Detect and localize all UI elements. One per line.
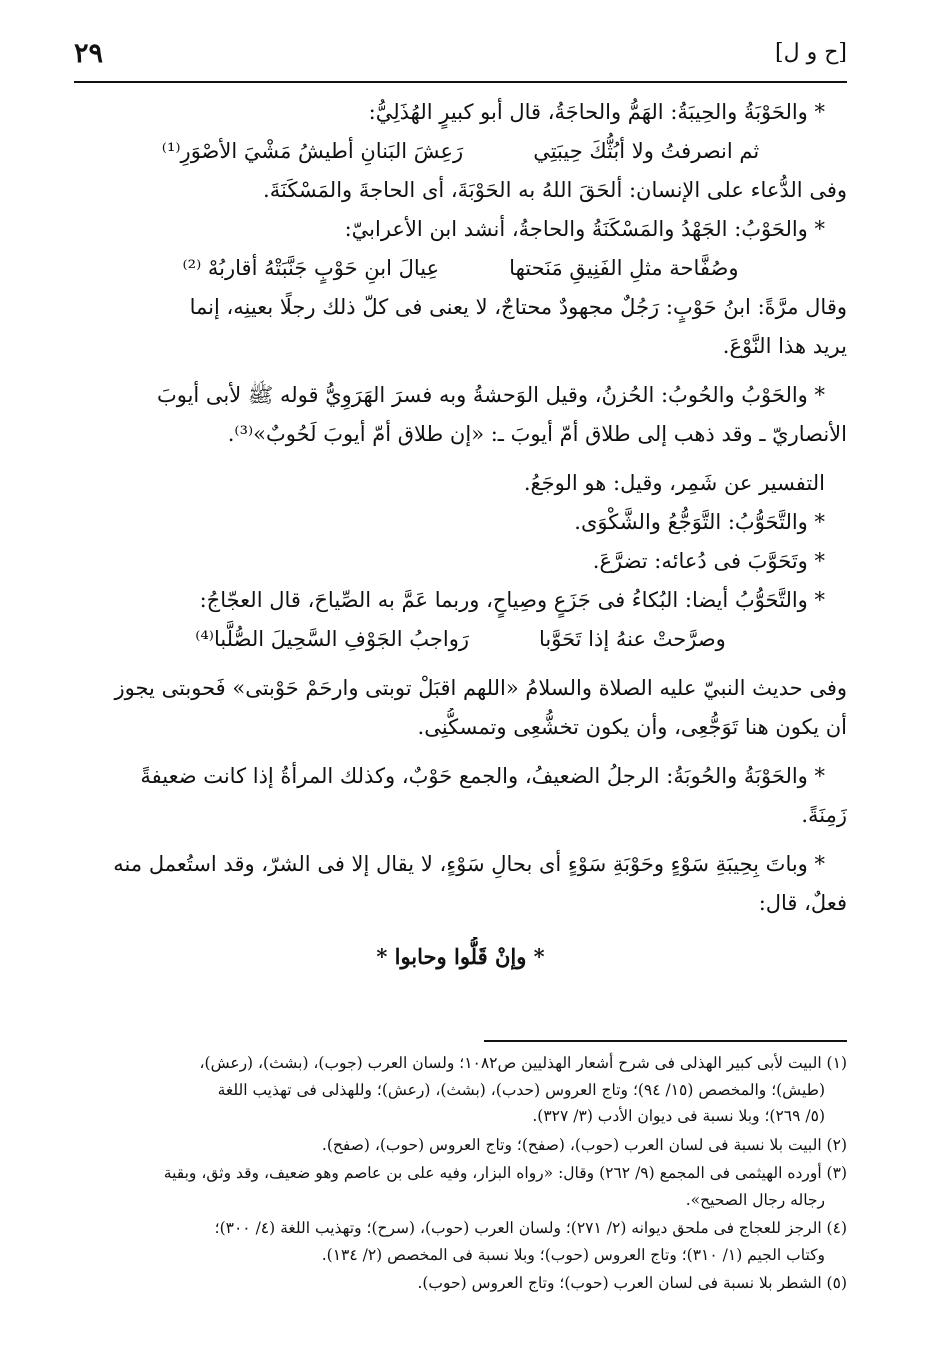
footnote-line: (طيش)؛ والمخصص (١٥/ ٩٤)؛ وتاج العروس (حدب)، (بشث)، (رعش)؛ وللهذلى فى تهذيب اللغة <box>217 1080 825 1099</box>
text-line: الأنصاريّ ـ وقد ذهب إلى طلاق أمّ أيوبَ ـ: «إن طلاق أمّ أيوبَ لَحُوبٌ»⁽³⁾. <box>227 422 847 446</box>
verse-hemistich-left: رَعِشَ البَنانِ أطيشُ مَشْيَ الأصْوَرِ⁽¹⁾ <box>161 139 464 163</box>
verse-hemistich-left: عِيالَ ابنِ حَوْبٍ جَنَّبَتْهُ أقاربُهْ ⁽²⁾ <box>182 256 440 280</box>
verse-line <box>74 249 847 288</box>
entry-line: * والحَوْبُ والحُوبُ: الحُزنُ، وقيل الوَحشةُ وبه فسرَ الهَرَوِيُّ قوله ﷺ لأبى أيوبَ <box>156 383 825 407</box>
page-number: ٢٩ <box>74 38 104 69</box>
entry-line: * والتَّحَوُّبُ: التَّوَجُّعُ والشَّكْوَى. <box>574 510 825 534</box>
text-line: زَمِنَةً. <box>801 803 847 827</box>
verse-line <box>74 132 847 171</box>
root-letters-heading: [ح و ل] <box>775 40 847 65</box>
footnote-line: (٥) الشطر بلا نسبة فى لسان العرب (حوب)؛ وتاج العروس (حوب). <box>417 1274 847 1292</box>
footnote-line: (١) البيت لأبى كبير الهذلى فى شرح أشعار الهذليين ص١٠٨٢؛ ولسان العرب (جوب)، (بشث)، (رعش)، <box>199 1054 847 1072</box>
entry-line: * وتَحَوَّبَ فى دُعائه: تضرَّعَ. <box>592 549 825 573</box>
page-header <box>74 38 847 78</box>
entry-line: * والحَوْبُ: الجَهْدُ والمَسْكَنَةُ والحاجةُ، أنشد ابن الأعرابيّ: <box>344 217 825 241</box>
entry-line: * والتَّحَوُّبُ أيضا: البُكاءُ فى جَزَعٍ وصِياحٍ، وربما عَمَّ به الصِّياحَ، قال العجّاجُ: <box>199 588 825 612</box>
verse-hemistich-right: وصرَّحتْ عنهُ إذا تَحَوَّبا <box>538 627 726 651</box>
verse-hemistich-left: رَواجبُ الجَوْفِ السَّحِيلَ الصُّلَّبا⁽⁴⁾ <box>195 627 469 651</box>
text-line: وقال مرَّةً: ابنُ حَوْبٍ: رَجُلٌ مجهودٌ محتاجٌ، لا يعنى فى كلّ ذلك رجلًا بعينِه، إنما <box>189 295 847 319</box>
footnote-line: رجاله رجال الصحيح». <box>685 1190 825 1209</box>
text-line: التفسير عن شَمِر، وقيل: هو الوجَعُ. <box>523 471 825 495</box>
text-line: وفى حديث النبيّ عليه الصلاة والسلامُ «اللهم اقبَلْ توبتى وارحَمْ حَوْبتى» فَحوبتى يجوز <box>114 676 847 700</box>
footnote-line: وكتاب الجيم (١/ ٣١٠)؛ وتاج العروس (حوب)؛ وبلا نسبة فى المخصص (٢/ ١٣٤). <box>321 1245 825 1264</box>
entry-line: * والحَوْبَةُ والحُوبَةُ: الرجلُ الضعيفُ، والجمع حَوْبٌ، وكذلك المرأةُ إذا كانت ضعيفةً <box>140 764 825 788</box>
text-line: وفى الدُّعاء على الإنسان: ألحَقَ اللهُ به الحَوْبَةَ، أى الحاجةَ والمَسْكَنَةَ. <box>263 178 847 202</box>
entry-line: * وباتَ بِحِيبَةِ سَوْءٍ وحَوْبَةِ سَوْءٍ أى بحالِ سَوْءٍ، لا يقال إلا فى الشرّ، وقد استُعمل منه <box>113 852 825 876</box>
footnote-line: (٥/ ٢٦٩)؛ وبلا نسبة فى ديوان الأدب (٣/ ٣٢٧). <box>532 1107 825 1125</box>
verse-hemistich-right: ثم انصرفتُ ولا أبُثُّكَ حِيبَتِي <box>533 139 760 163</box>
verse-fragment: * وإنْ قَلُّوا وحابوا * <box>376 944 545 969</box>
text-line: أن يكون هنا تَوَجُّعِى، وأن يكون تخشُّعِى وتمسكُّنِى. <box>417 715 847 739</box>
entry-line: * والحَوْبَةُ والحِيبَةُ: الهَمُّ والحاجَةُ، قال أبو كبيرٍ الهُذَلِيُّ: <box>368 100 825 124</box>
footnote-line: (٢) البيت بلا نسبة فى لسان العرب (حوب)، (صفح)؛ وتاج العروس (حوب)، (صفح). <box>321 1135 847 1154</box>
verse-line <box>74 620 847 659</box>
main-text <box>74 93 847 976</box>
text-line: يريد هذا النَّوْعَ. <box>722 334 847 358</box>
header-rule <box>74 81 847 83</box>
footnote-rule <box>484 1040 847 1042</box>
footnote-line: (٤) الرجز للعجاج فى ملحق ديوانه (٢/ ٢٧١)؛ ولسان العرب (حوب)، (سرح)؛ وتهذيب اللغة (٤/ ٣٠٠)؛ <box>214 1219 847 1237</box>
footnote-line: (٣) أورده الهيثمى فى المجمع (٩/ ٢٦٢) وقال: «رواه البزار، وفيه على بن عاصم وهو ضعيف، وقد وثق، وبقية <box>163 1164 847 1182</box>
text-line: فعلٌ، قال: <box>758 891 847 915</box>
verse-hemistich-right: وصُفَّاحة مثلِ الفَنِيقِ مَنَحتها <box>509 256 739 280</box>
footnotes <box>74 1050 847 1297</box>
